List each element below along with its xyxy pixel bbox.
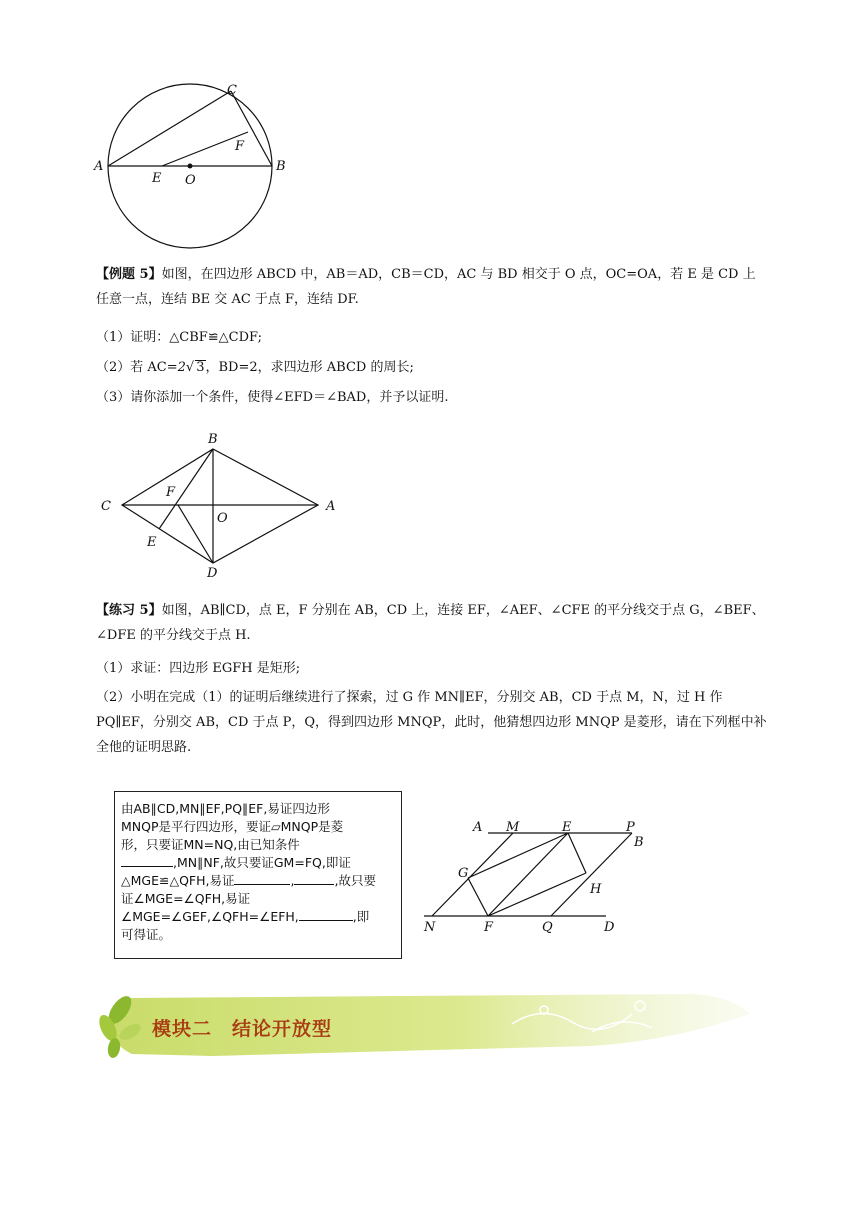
segment-MN [432, 833, 513, 916]
example5-q3: （3）请你添加一个条件，使得∠EFD＝∠BAD，并予以证明. [96, 390, 449, 405]
segment-GF [468, 878, 488, 916]
label-E: E [147, 535, 157, 550]
q2-coef: 2 [177, 360, 186, 375]
proof-line-5-comma: , [290, 873, 295, 888]
proof-line-4-text: ,MN∥NF,故只要证GM=FQ,即证 [173, 855, 351, 870]
segment-GE [468, 833, 568, 878]
label-N: N [424, 920, 436, 935]
segment-PQ [551, 833, 632, 916]
label-M: M [506, 820, 520, 835]
segment-FD [178, 505, 213, 563]
example5-intro-text: 如图，在四边形 ABCD 中，AB＝AD，CB＝CD，AC 与 BD 相交于 O 点，OC=OA，若 E 是 CD 上任意一点，连结 BE 交 AC 于点 F，连结 DF. [96, 267, 756, 307]
segment-EH [568, 833, 586, 873]
segment-CB [231, 91, 272, 166]
label-E: E [152, 171, 162, 186]
label-D: D [604, 920, 615, 935]
practice5-intro-text: 如图，AB∥CD，点 E，F 分别在 AB，CD 上，连接 EF，∠AEF、∠CFE 的平分线交于点 G，∠BEF、∠DFE 的平分线交于点 H. [96, 603, 765, 643]
circle-figure [90, 78, 290, 250]
proof-line-1: 由AB∥CD,MN∥EF,PQ∥EF,易证四边形 [121, 801, 330, 816]
label-O: O [217, 511, 228, 526]
kite-figure [96, 425, 346, 585]
blank-4[interactable] [299, 920, 353, 921]
q2-radicand: 3 [196, 360, 205, 375]
practice5-q1: （1）求证：四边形 EGFH 是矩形; [96, 661, 301, 676]
proof-line-5-end: ,故只要 [334, 873, 376, 888]
proof-line-5-text: △MGE≌△QFH,易证 [121, 873, 235, 888]
label-O: O [185, 173, 196, 188]
blank-1[interactable] [121, 866, 173, 867]
practice5-intro [96, 598, 768, 648]
q2-suffix: ，BD=2，求四边形 ABCD 的周长; [205, 360, 414, 375]
label-F: F [484, 920, 494, 935]
proof-box [114, 791, 402, 959]
blank-3[interactable] [294, 884, 334, 885]
label-H: H [590, 882, 602, 897]
example5-intro [96, 262, 768, 312]
practice5-tag: 【练习 5】 [96, 603, 162, 618]
center-point-O [188, 164, 193, 169]
parallel-lines-figure [418, 812, 658, 937]
segment-AC [108, 91, 231, 166]
label-F: F [166, 485, 176, 500]
proof-line-5 [121, 872, 395, 890]
blank-2[interactable] [234, 884, 290, 885]
proof-line-8: 可得证。 [121, 927, 172, 942]
label-E: E [562, 820, 572, 835]
proof-line-7 [121, 908, 395, 926]
proof-line-2: MNQP是平行四边形，要证▱MNQP是菱 [121, 819, 344, 834]
label-A: A [94, 159, 104, 174]
label-D: D [207, 566, 218, 581]
example5-tag: 【例题 5】 [96, 267, 162, 282]
label-F: F [235, 139, 245, 154]
label-G: G [458, 866, 469, 881]
label-A: A [326, 499, 336, 514]
label-B: B [276, 159, 286, 174]
label-A: A [473, 820, 483, 835]
proof-line-6: 证∠MGE=∠QFH,易证 [121, 891, 251, 906]
proof-line-7-end: ,即 [352, 909, 370, 924]
label-P: P [626, 820, 635, 835]
module-title: 模块二 结论开放型 [152, 1018, 333, 1040]
label-B: B [208, 432, 218, 447]
practice5-q2: （2）小明在完成（1）的证明后继续进行了探索，过 G 作 MN∥EF，分别交 AB，CD 于点 M，N，过 H 作 PQ∥EF，分别交 AB，CD 于点 P，Q，得到四边形 MNQP，此时，他猜想四边形 MNQP 是菱形，请在下列框中补全他的证明思路. [96, 690, 767, 755]
q2-prefix: （2）若 AC= [96, 360, 178, 375]
label-Q: Q [542, 920, 553, 935]
example5-q1: （1）证明：△CBF≌△CDF; [96, 330, 262, 345]
proof-line-4 [121, 854, 395, 872]
label-C: C [101, 499, 111, 514]
proof-line-7-text: ∠MGE=∠GEF,∠QFH=∠EFH, [121, 909, 299, 924]
proof-line-3: 形，只要证MN=NQ,由已知条件 [121, 837, 300, 852]
label-B: B [634, 835, 644, 850]
label-C: C [227, 83, 237, 98]
example5-q2: （2）若 AC=2√ 3，BD=2，求四边形 ABCD 的周长; [96, 360, 414, 375]
segment-EF [488, 833, 568, 916]
